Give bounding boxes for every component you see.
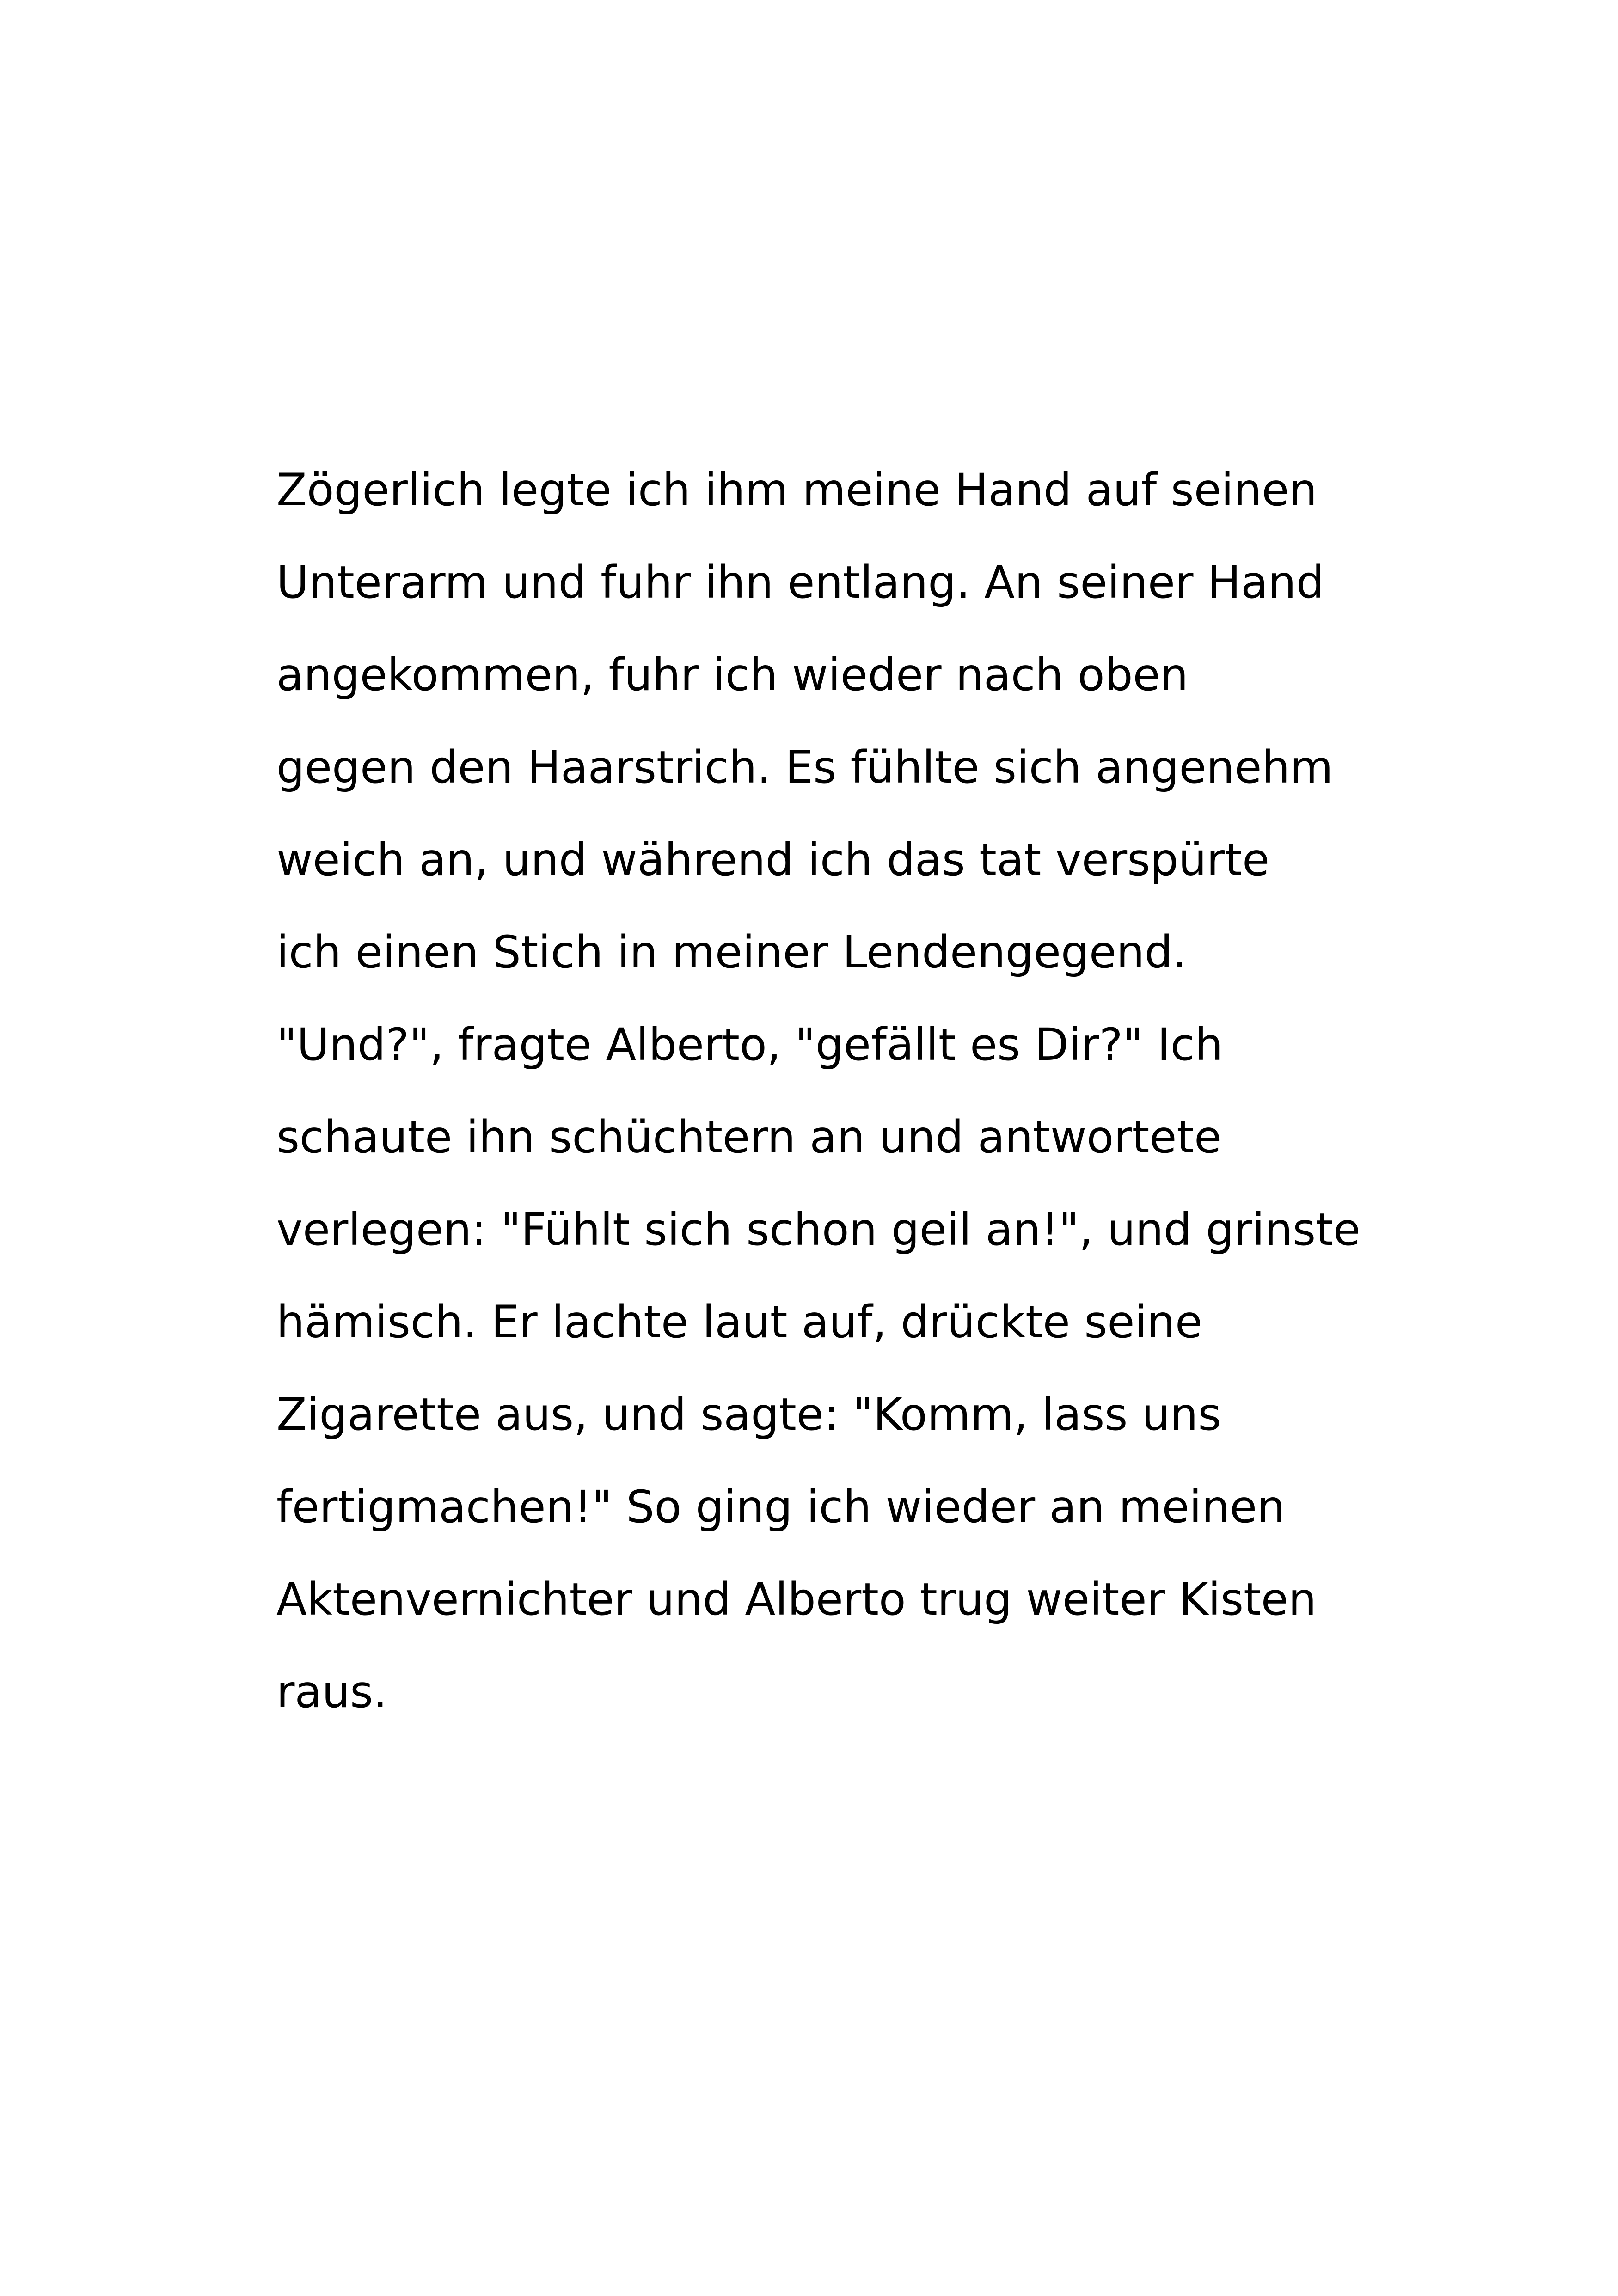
text-line: Zigarette aus, und sagte: "Komm, lass uns [276, 1389, 1221, 1440]
body-text [276, 444, 1386, 1738]
text-line: fertigmachen!" So ging ich wieder an meinen [276, 1481, 1285, 1533]
text-line: "Und?", fragte Alberto, "gefällt es Dir?" Ich [276, 1019, 1223, 1071]
text-line: Zögerlich legte ich ihm meine Hand auf seinen [276, 464, 1318, 516]
text-line: Aktenvernichter und Alberto trug weiter Kisten [276, 1574, 1317, 1625]
text-line: weich an, und während ich das tat verspürte [276, 834, 1270, 886]
text-line: Unterarm und fuhr ihn entlang. An seiner Hand [276, 557, 1324, 608]
text-line: hämisch. Er lachte laut auf, drückte seine [276, 1296, 1203, 1348]
text-line: gegen den Haarstrich. Es fühlte sich angenehm [276, 741, 1333, 793]
text-line: ich einen Stich in meiner Lendengegend. [276, 926, 1187, 978]
text-line: raus. [276, 1666, 387, 1718]
text-line: angekommen, fuhr ich wieder nach oben [276, 649, 1189, 701]
text-line: verlegen: "Fühlt sich schon geil an!", und grinste [276, 1204, 1361, 1255]
text-line: schaute ihn schüchtern an und antwortete [276, 1111, 1222, 1163]
